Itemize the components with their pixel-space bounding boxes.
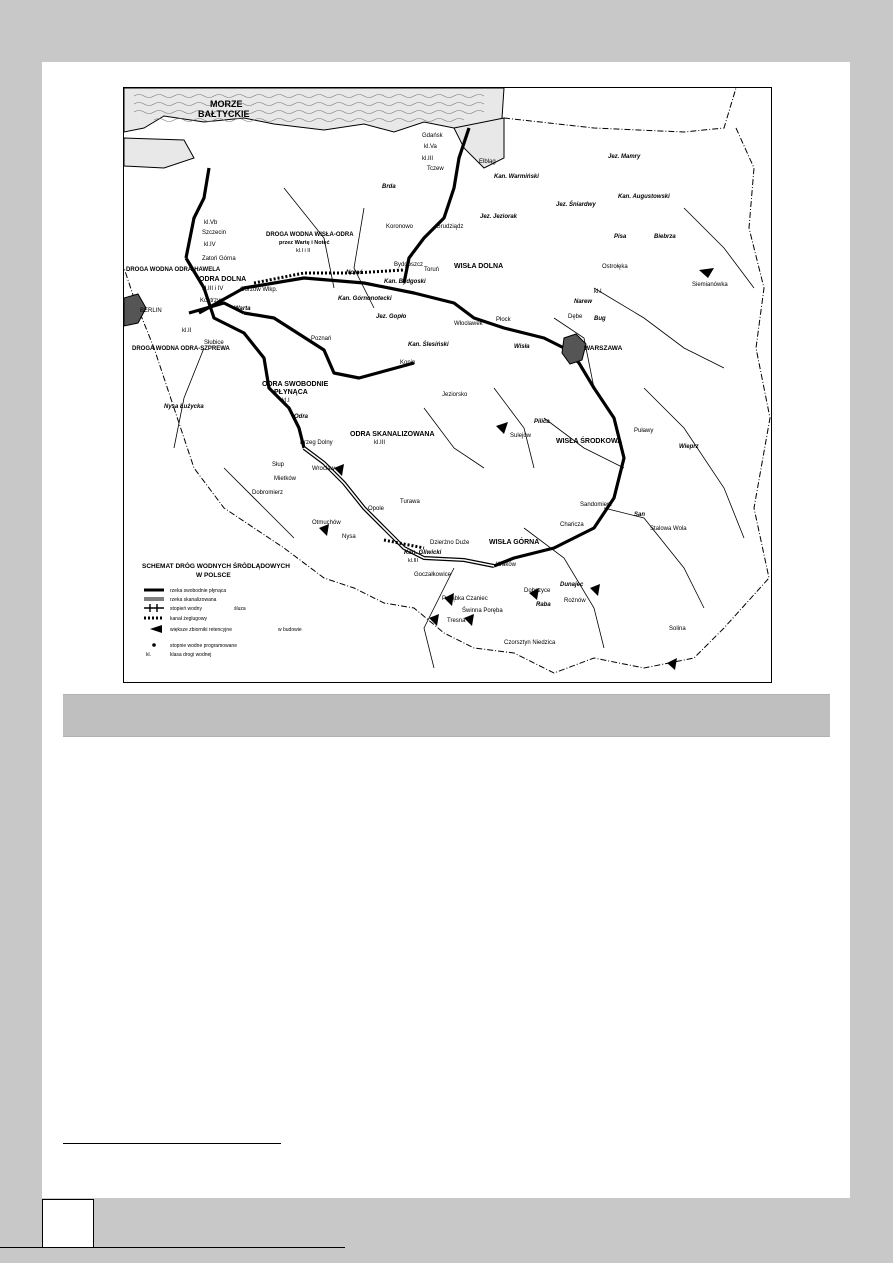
city-opole: Opole xyxy=(368,506,385,512)
city-ostroleka: Ostrołęka xyxy=(602,264,628,270)
city-chancza: Chańcza xyxy=(560,522,584,528)
region-wisla-odra: DROGA WODNA WISŁA-ODRA xyxy=(266,232,354,238)
legend-title-line1: SCHEMAT DRÓG WODNYCH ŚRÓDLĄDOWYCH xyxy=(142,563,290,570)
region-odra-swobodnie: ODRA SWOBODNIE xyxy=(262,381,329,388)
region-odra-szprewa: DROGA WODNA ODRA-SZPREWA xyxy=(132,346,230,352)
city-solina: Solina xyxy=(669,626,686,632)
city-koronowo: Koronowo xyxy=(386,224,414,230)
city-dzierzno: Dzierżno Duże xyxy=(430,540,470,546)
river-wisla: Wisła xyxy=(514,344,530,350)
class-iv: kl.IV xyxy=(204,242,216,248)
reservoirs xyxy=(319,268,714,670)
region-wisla-odra-sub: przez Wartę i Noteć xyxy=(279,240,330,246)
legend-kl-abbrev: kl. xyxy=(146,652,151,658)
city-porabka: Porąbka Czaniec xyxy=(442,596,488,602)
city-sulejow: Sulejów xyxy=(510,433,532,439)
lake-sniardwy: Jez. Śniardwy xyxy=(556,202,596,208)
canal-slesinski: Kan. Ślesiński xyxy=(408,342,449,348)
city-roznow: Rożnów xyxy=(564,598,586,604)
szczecin-lagoon xyxy=(124,138,194,168)
canal-augustowski: Kan. Augustowski xyxy=(618,194,670,200)
city-pulawy: Puławy xyxy=(634,428,654,434)
city-poznan: Poznań xyxy=(311,336,332,342)
river-nysa-luzycka: Nysa Łużycka xyxy=(164,404,204,410)
region-odra-skanal: ODRA SKANALIZOWANA xyxy=(350,431,435,438)
city-brzeg-dolny: Brzeg Dolny xyxy=(300,440,333,446)
city-slup: Słup xyxy=(272,462,285,468)
legend-item-canalized: rzeka skanalizowana xyxy=(170,597,217,603)
city-slubice: Słubice xyxy=(204,340,224,346)
city-tczew: Tczew xyxy=(427,166,444,172)
map-drawing xyxy=(124,88,771,682)
city-swinna: Świnna Poręba xyxy=(462,608,503,614)
city-debe: Dębe xyxy=(568,314,583,320)
river-biebrza: Biebrza xyxy=(654,234,676,240)
class-ii: kl.II xyxy=(182,328,192,334)
city-sandomierz: Sandomierz xyxy=(580,502,613,508)
city-grudziadz: Grudziądz xyxy=(436,224,464,230)
class-i: kl.I xyxy=(594,289,602,295)
city-mietkow: Mietków xyxy=(274,476,297,482)
canal-gliwicki: Kan. Gliwicki xyxy=(404,550,442,556)
city-siemianowka: Siemianówka xyxy=(692,282,728,288)
lake-goplo: Jez. Gopło xyxy=(376,314,407,320)
state-border xyxy=(124,88,770,673)
canal-gornonotecki: Kan. Górnonotecki xyxy=(338,296,392,302)
region-wisla-dolna: WISŁA DOLNA xyxy=(454,263,504,270)
city-torun: Toruń xyxy=(424,267,440,273)
footnote-rule xyxy=(63,1143,281,1144)
city-konin: Konin xyxy=(400,360,416,366)
city-plock: Płock xyxy=(496,317,511,323)
city-wloclawek: Włocławek xyxy=(454,321,483,327)
city-kostrzyn: Kostrzyn xyxy=(200,298,224,304)
city-krakow: Kraków xyxy=(496,562,517,568)
region-odra-swobodnie-kl: kl.I xyxy=(282,398,290,404)
city-bydgoszcz: Bydgoszcz xyxy=(394,262,424,268)
class-va: kl.Va xyxy=(424,144,437,150)
lake-mamry: Jez. Mamry xyxy=(608,154,641,160)
city-jeziorsko: Jeziorsko xyxy=(442,392,468,398)
class-iii: kl.III xyxy=(422,156,434,162)
legend-item-free-river: rzeka swobodnie płynąca xyxy=(170,588,227,594)
river-pilica: Pilica xyxy=(534,419,550,425)
legend-item-weir: stopień wodny xyxy=(170,606,202,612)
river-narew: Narew xyxy=(574,299,593,305)
canal-warminski: Kan. Warmiński xyxy=(494,174,539,180)
city-otmuchow: Otmuchów xyxy=(312,520,341,526)
canal-gliwicki-kl: kl.III xyxy=(408,558,419,564)
city-tresna: Tresna xyxy=(447,618,466,624)
region-wisla-srodkowa: WISŁA ŚRODKOWA xyxy=(556,438,623,445)
city-warszawa: WARSZAWA xyxy=(584,345,623,352)
city-wroclaw: Wrocław xyxy=(312,466,335,472)
river-warta: Warta xyxy=(234,306,251,312)
city-czorsztyn: Czorsztyn Niedzica xyxy=(504,640,556,646)
city-berlin: BERLIN xyxy=(140,308,162,314)
river-notec: Noteć xyxy=(346,270,363,276)
legend-item-planned: stopnie wodne programowane xyxy=(170,643,237,649)
river-bug: Bug xyxy=(594,316,606,322)
legend-item-under-construction: w budowie xyxy=(278,627,302,633)
city-zaton: Zatoń Górna xyxy=(202,256,236,262)
waterways-map xyxy=(123,87,772,683)
legend-item-lock: śluza xyxy=(234,606,246,612)
region-odra-swobodnie-2: PŁYNĄCA xyxy=(274,389,308,396)
city-dobczyce: Dobczyce xyxy=(524,588,551,594)
legend-title-line2: W POLSCE xyxy=(196,572,231,579)
region-wisla-odra-kl: kl.I i II xyxy=(296,248,311,254)
legend-item-canal: kanał żeglugowy xyxy=(170,616,207,622)
region-odra-skanal-kl: kl.III xyxy=(374,440,386,446)
river-raba: Raba xyxy=(536,602,551,608)
legend-swatches xyxy=(144,590,164,647)
canal-bydgoski: Kan. Bydgoski xyxy=(384,279,426,285)
river-pisa: Pisa xyxy=(614,234,627,240)
city-nysa: Nysa xyxy=(342,534,356,540)
city-gorzow: Gorzów Wlkp. xyxy=(240,287,278,293)
region-wisla-gorna: WISŁA GÓRNA xyxy=(489,539,540,546)
city-turawa: Turawa xyxy=(400,499,420,505)
page-number-box xyxy=(42,1199,94,1248)
caption-bar xyxy=(63,694,830,737)
city-elblag: Elbląg xyxy=(479,159,496,165)
warsaw-area xyxy=(562,334,586,364)
river-wieprz: Wieprz xyxy=(679,444,699,450)
sea-label-1: MORZE xyxy=(210,99,243,109)
city-gdansk: Gdańsk xyxy=(422,133,443,139)
class-vb: kl.Vb xyxy=(204,220,218,226)
city-dobromierz: Dobromierz xyxy=(252,490,284,496)
region-odra-hawela: DROGA WODNA ODRA-HAWELA xyxy=(126,267,221,273)
city-goczalkowice: Goczałkowice xyxy=(414,572,452,578)
city-szczecin: Szczecin xyxy=(202,230,227,236)
legend-item-class: klasa drogi wodnej xyxy=(170,652,212,658)
city-stalowa-wola: Stalowa Wola xyxy=(650,526,687,532)
bottom-rule xyxy=(0,1247,345,1248)
region-odra-dolna: ODRA DOLNA xyxy=(199,276,247,283)
river-dunajec: Dunajec xyxy=(560,582,584,588)
region-odra-dolna-kl: kl.III i IV xyxy=(202,286,224,292)
river-san: San xyxy=(634,512,646,518)
legend-item-reservoir: większe zbiorniki retencyjne xyxy=(170,627,232,633)
lake-jeziorak: Jez. Jeziorak xyxy=(480,214,518,220)
sea-label-2: BAŁTYCKIE xyxy=(198,109,250,119)
river-odra: Odra xyxy=(294,414,309,420)
river-brda: Brda xyxy=(382,184,396,190)
